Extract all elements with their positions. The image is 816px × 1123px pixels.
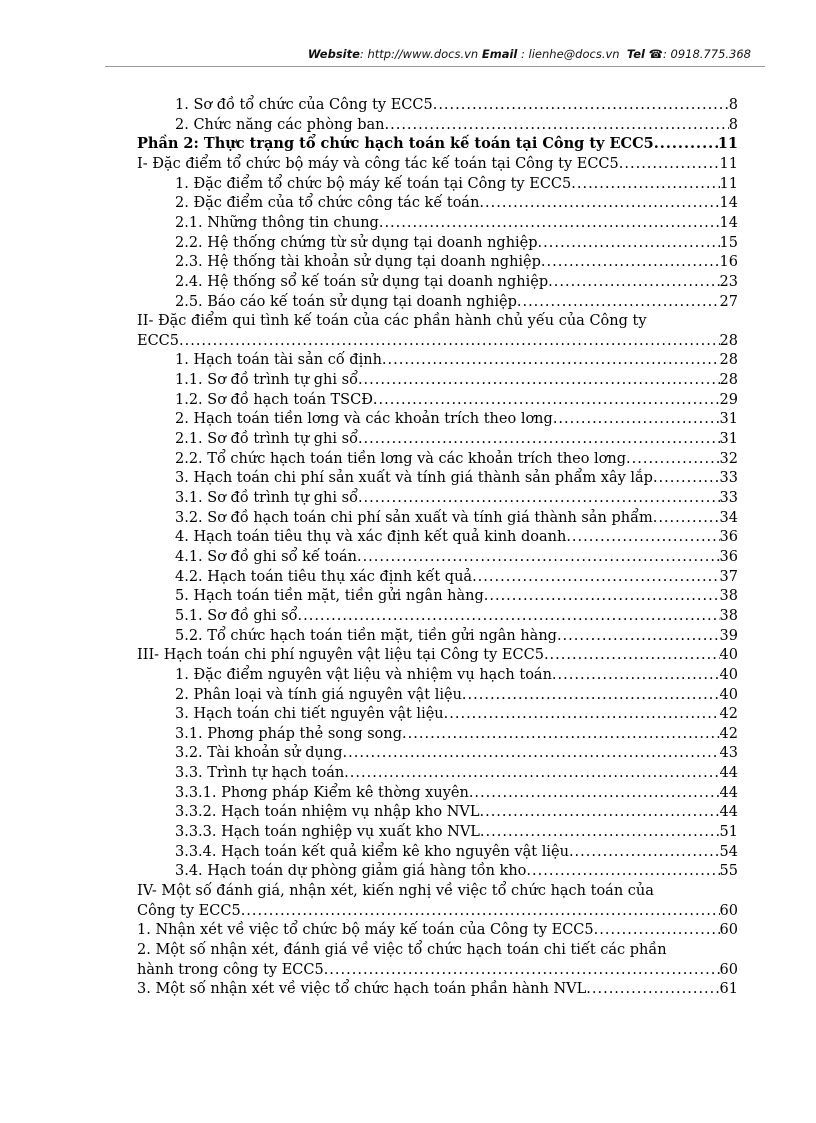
toc-page-number: 11 [719,155,738,172]
toc-entry-text: ECC5 [137,332,179,349]
toc-page-number: 37 [719,568,738,585]
dot-leader [479,193,719,213]
toc-entry-text: 3.1. Sơ đồ trình tự ghi sổ [175,490,358,506]
website-label: Website [307,47,360,61]
dot-leader [382,350,720,370]
dot-leader [373,390,720,410]
dot-leader [594,920,720,940]
dot-leader [357,547,720,567]
toc-entry-text: IV- Một số đánh giá, nhận xét, kiến nghị về việc tổ chức hạch toán của [137,883,654,899]
toc-page-number: 28 [719,372,738,389]
dot-leader [444,704,720,724]
toc-page-number: 32 [719,450,738,467]
tel-value: : 0918.775.368 [662,47,751,61]
toc-page-number: 44 [719,804,738,821]
toc-entry [0,586,816,606]
toc-entry-text: 2. Phân loại và tính giá nguyên vật liệu [175,686,462,703]
toc-entry-text: 3.3.2. Hạch toán nhiệm vụ nhập kho NVL [175,804,480,821]
page-header [0,47,751,61]
toc-entry-text: 2.2. Tổ chức hạch toán tiền lơng và các khoản trích theo lơng [175,450,627,467]
toc-entry-text: 1. Đặc điểm nguyên vật liệu và nhiệm vụ hạch toán [175,666,552,683]
toc-entry-text: 2. Đặc điểm của tổ chức công tác kế toán [175,195,480,212]
toc-entry-text: 2.3. Hệ thống tài khoản sử dụng tại doanh nghiệp [175,254,541,271]
toc-entry [0,350,816,370]
dot-leader [538,233,720,253]
toc-page-number: 60 [719,922,738,939]
toc-entry [0,174,816,194]
dot-leader [517,292,720,312]
toc-entry [0,842,816,862]
toc-entry-text: 1.2. Sơ đồ hạch toán TSCĐ [175,391,373,408]
toc-entry [0,743,816,763]
toc-page-number: 11 [717,135,738,153]
dot-leader [385,115,729,135]
toc-page-number: 36 [719,548,738,565]
dot-leader [571,174,719,194]
toc-page-number: 40 [719,666,738,683]
toc-entry-text: 2.4. Hệ thống sổ kế toán sử dụng tại doanh nghiệp [175,273,549,290]
toc-entry [0,292,816,312]
toc-entry [0,783,816,803]
toc-entry [0,252,816,272]
toc-page-number: 44 [719,765,738,782]
dot-leader [402,724,720,744]
toc-entry [0,154,816,174]
toc-entry [0,449,816,469]
toc-entry-text: 1.1. Sơ đồ trình tự ghi sổ [175,372,358,389]
toc-entry-text: 3.3.3. Hạch toán nghiệp vụ xuất kho NVL [175,824,480,841]
toc-entry-text: 1. Hạch toán tài sản cố định [175,352,382,369]
toc-entry-text: Công ty ECC5 [137,902,241,919]
toc-page-number: 60 [719,961,738,978]
toc-page-number: 61 [719,981,738,998]
toc-page-number: 27 [719,293,738,310]
dot-leader [548,272,719,292]
toc-entry [0,311,816,331]
toc-page-number: 14 [719,195,738,212]
dot-leader [526,861,719,881]
dot-leader [433,95,729,115]
toc-page-number: 31 [719,411,738,428]
toc-page-number: 28 [719,352,738,369]
toc-page-number: 23 [719,273,738,290]
toc-entry-text: 2. Chức năng các phòng ban [175,116,385,133]
toc-page-number: 11 [719,175,738,192]
toc-page-number: 15 [719,234,738,251]
toc-page-number: 31 [719,431,738,448]
toc-entry-text: 4.1. Sơ đồ ghi sổ kế toán [175,548,357,565]
toc-page-number: 8 [728,116,738,133]
toc-entry [0,645,816,665]
toc-entry-text: 2. Một số nhận xét, đánh giá về việc tổ chức hạch toán chi tiết các phần [137,941,667,958]
toc-entry [0,901,816,921]
toc-page-number: 36 [719,529,738,546]
toc-entry [0,960,816,980]
website-value: : http://www.docs.vn [359,47,479,61]
toc-entry-text: 2.2. Hệ thống chứng từ sử dụng tại doanh nghiệp [175,234,538,251]
toc-entry-text: 3. Hạch toán chi phí sản xuất và tính giá thành sản phẩm xây lắp [175,470,653,487]
toc-entry-text: 2.1. Những thông tin chung [175,214,379,231]
toc-entry [0,606,816,626]
tel-label: Tel [626,47,645,61]
toc-entry-text: Phần 2: Thực trạng tổ chức hạch toán kế toán tại Công ty ECC5 [137,135,654,153]
toc-entry [0,724,816,744]
toc-entry [0,802,816,822]
toc-entry [0,567,816,587]
toc-page-number: 8 [728,97,738,113]
phone-icon: ☎ [648,47,663,61]
toc-entry [0,527,816,547]
dot-leader [298,606,720,626]
toc-entry [0,331,816,351]
toc-page-number: 60 [719,902,738,919]
toc-entry [0,979,816,999]
toc-entry [0,488,816,508]
toc-page-number: 38 [719,588,738,605]
toc-entry-text: 1. Nhận xét về việc tổ chức bộ máy kế toán của Công ty ECC5 [137,922,594,939]
toc-entry [0,822,816,842]
toc-entry [0,685,816,705]
dot-leader [241,901,720,921]
toc-page-number: 40 [719,686,738,703]
toc-entry-text: 2. Hạch toán tiền lơng và các khoản trích theo lơng [175,411,553,428]
toc-entry-text: hành trong công ty ECC5 [137,961,324,978]
toc-entry [0,508,816,528]
email-label: Email [481,47,518,61]
toc-entry [0,272,816,292]
dot-leader [379,213,720,233]
toc-entry-text: 5.1. Sơ đồ ghi sổ [175,607,298,624]
dot-leader [553,409,720,429]
toc-entry [0,881,816,901]
dot-leader [358,429,720,449]
toc-entry-text: 3. Hạch toán chi tiết nguyên vật liệu [175,706,444,723]
toc-entry [0,626,816,646]
toc-page-number: 14 [719,214,738,231]
toc-entry-text: 5.2. Tổ chức hạch toán tiền mặt, tiền gửi ngân hàng [175,627,557,644]
dot-leader [324,960,720,980]
dot-leader [343,743,720,763]
toc-entry [0,763,816,783]
toc-entry-text: 3.1. Phơng pháp thẻ song song [175,725,403,742]
toc-page-number: 54 [719,843,738,860]
toc-page-number: 29 [719,391,738,408]
dot-leader [566,527,719,547]
dot-leader [569,842,720,862]
toc-entry [0,95,816,115]
dot-leader [462,685,720,705]
header-rule [105,66,765,67]
toc-entry [0,115,816,135]
toc-page-number: 28 [719,332,738,349]
toc-entry-text: 3.4. Hạch toán dự phòng giảm giá hàng tồn kho [175,863,527,880]
toc-entry [0,390,816,410]
toc-entry-text: 1. Đặc điểm tổ chức bộ máy kế toán tại Công ty ECC5 [175,175,572,192]
toc-page-number: 39 [719,627,738,644]
toc-entry [0,233,816,253]
dot-leader [480,822,720,842]
email-value: : lienhe@docs.vn [521,47,620,61]
toc-entry-text: 3.3.1. Phơng pháp Kiểm kê thờng xuyên [175,784,469,801]
toc-entry-text: 5. Hạch toán tiền mặt, tiền gửi ngân hàng [175,588,484,605]
dot-leader [586,979,719,999]
toc-page-number: 42 [719,725,738,742]
toc-entry-text: 3.2. Sơ đồ hạch toán chi phí sản xuất và tính giá thành sản phẩm [175,509,653,526]
dot-leader [479,802,719,822]
toc-entry-text: 3.2. Tài khoản sử dụng [175,745,343,762]
dot-leader [653,468,720,488]
toc-page-number: 55 [719,863,738,880]
dot-leader [469,783,720,803]
dot-leader [552,665,720,685]
toc-entry-text: I- Đặc điểm tổ chức bộ máy và công tác kế toán tại Công ty ECC5 [137,155,619,172]
toc-entry-text: III- Hạch toán chi phí nguyên vật liệu tại Công ty ECC5 [137,647,544,664]
toc-entry [0,547,816,567]
toc-entry [0,665,816,685]
dot-leader [557,626,720,646]
toc-entry [0,409,816,429]
toc-entry-text: 2.5. Báo cáo kế toán sử dụng tại doanh nghiệp [175,293,517,310]
toc-page-number: 16 [719,254,738,271]
dot-leader [544,645,720,665]
toc-entry [0,193,816,213]
toc-page-number: 34 [719,509,738,526]
dot-leader [626,449,720,469]
toc-entry [0,370,816,390]
dot-leader [472,567,719,587]
toc-entry-text: 3.3.4. Hạch toán kết quả kiểm kê kho nguyên vật liệu [175,843,569,860]
toc-entry [0,213,816,233]
dot-leader [179,331,720,351]
toc-page-number: 33 [719,490,738,506]
toc-entry-text: II- Đặc điểm qui tình kế toán của các phần hành chủ yếu của Công ty [137,313,647,330]
toc-page-number: 43 [719,745,738,762]
toc-entry [0,861,816,881]
toc-page-number: 44 [719,784,738,801]
dot-leader [484,586,720,606]
toc-entry [0,134,816,154]
dot-leader [619,154,720,174]
dot-leader [358,370,720,390]
toc-page-number: 33 [719,470,738,487]
toc-page-number: 42 [719,706,738,723]
dot-leader [344,763,719,783]
toc-page-number: 51 [719,824,738,841]
dot-leader [653,508,720,528]
toc-entry [0,704,816,724]
toc-entry-text: 3.3. Trình tự hạch toán [175,765,345,782]
toc-entry-text: 4. Hạch toán tiêu thụ và xác định kết quả kinh doanh [175,529,567,546]
toc-entry [0,468,816,488]
toc-entry-text: 1. Sơ đồ tổ chức của Công ty ECC5 [175,97,433,113]
toc-entry [0,429,816,449]
dot-leader [654,134,718,154]
toc-page-number: 40 [719,647,738,664]
dot-leader [358,488,720,508]
toc-entry-text: 3. Một số nhận xét về việc tổ chức hạch toán phần hành NVL [137,981,587,998]
dot-leader [541,252,720,272]
toc-entry [0,920,816,940]
toc-entry-text: 4.2. Hạch toán tiêu thụ xác định kết quả [175,568,473,585]
toc-entry-text: 2.1. Sơ đồ trình tự ghi sổ [175,431,358,448]
toc-entry [0,940,816,960]
toc-page-number: 38 [719,607,738,624]
